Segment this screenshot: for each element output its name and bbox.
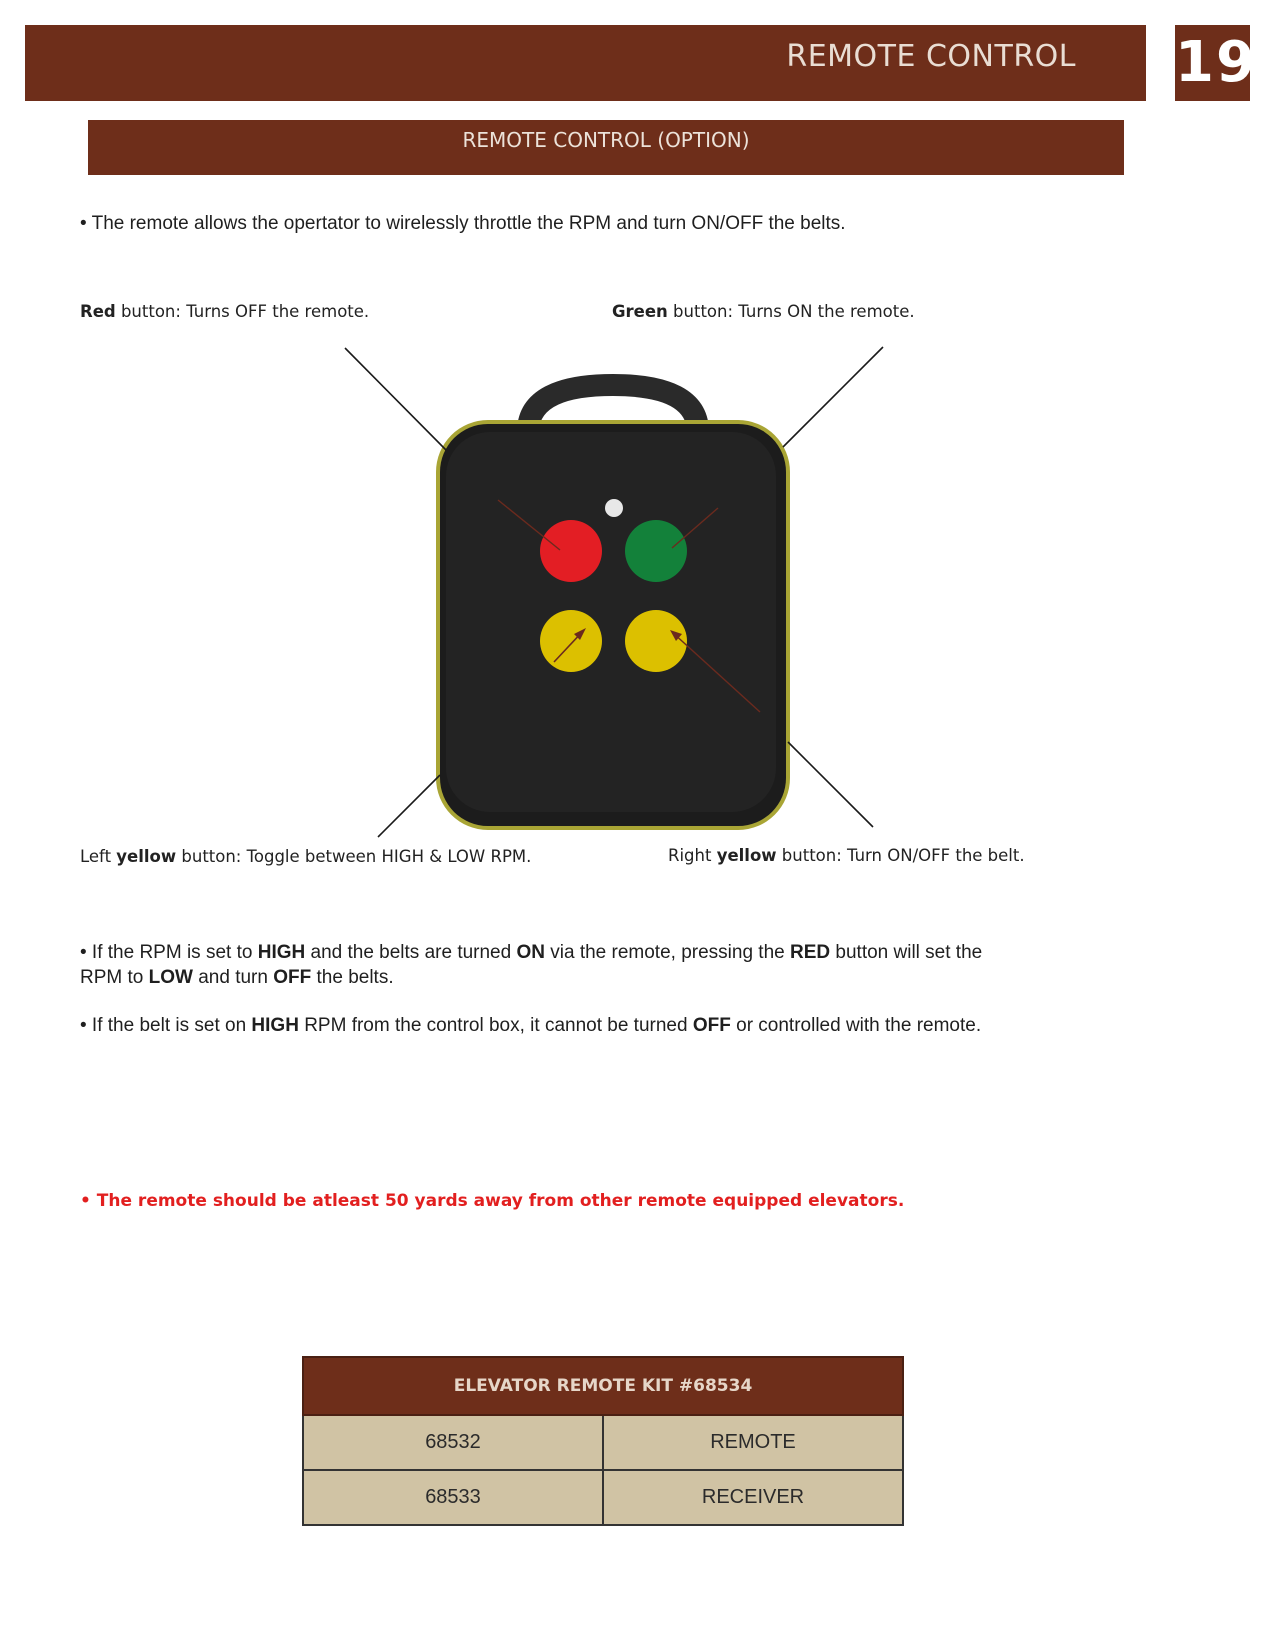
table-row bbox=[303, 1415, 903, 1470]
kit-table-title: ELEVATOR REMOTE KIT #68534 bbox=[303, 1357, 903, 1415]
note1-text-7: the belts. bbox=[311, 967, 394, 988]
callout-green-bold: Green bbox=[612, 302, 668, 321]
callout-left-yellow-bold: yellow bbox=[116, 847, 177, 866]
note1-bold-on: ON bbox=[516, 942, 545, 963]
right-yellow-button bbox=[625, 610, 687, 672]
green-button bbox=[625, 520, 687, 582]
leader-green bbox=[783, 347, 883, 447]
part-number: 68532 bbox=[303, 1415, 603, 1470]
note1-text-4: button will set the bbox=[830, 942, 983, 963]
part-description: RECEIVER bbox=[603, 1470, 903, 1525]
left-yellow-button bbox=[540, 610, 602, 672]
note1-text-5: RPM to bbox=[80, 967, 149, 988]
section-title: REMOTE CONTROL (OPTION) bbox=[88, 120, 1124, 175]
callout-red-text: button: Turns OFF the remote. bbox=[115, 302, 370, 321]
red-button bbox=[540, 520, 602, 582]
intro-text: • The remote allows the opertator to wirelessly throttle the RPM and turn ON/OFF the belts. bbox=[80, 213, 846, 234]
callout-left-yellow-text: button: Toggle between HIGH & LOW RPM. bbox=[176, 847, 532, 866]
note1-bold-red: RED bbox=[790, 942, 831, 963]
note1-text-6: and turn bbox=[192, 967, 274, 988]
note1-text-2: and the belts are turned bbox=[305, 942, 517, 963]
note1-text-3: via the remote, pressing the bbox=[544, 942, 790, 963]
note1-text-1: • If the RPM is set to bbox=[80, 942, 258, 963]
note1-bold-low: LOW bbox=[148, 967, 193, 988]
remote-face bbox=[446, 432, 776, 812]
leader-right-yellow bbox=[788, 742, 873, 827]
note2-text-1: • If the belt is set on bbox=[80, 1015, 252, 1036]
callout-right-yellow-bold: yellow bbox=[716, 846, 777, 865]
led-indicator bbox=[605, 499, 623, 517]
note2-text-2: RPM from the control box, it cannot be turned bbox=[298, 1015, 693, 1036]
kit-table bbox=[302, 1356, 904, 1526]
leader-left-yellow bbox=[378, 775, 440, 837]
page-title: REMOTE CONTROL bbox=[786, 39, 1076, 74]
note2-bold-high: HIGH bbox=[251, 1015, 299, 1036]
note-control-box bbox=[80, 1013, 981, 1038]
table-row bbox=[303, 1470, 903, 1525]
part-description: REMOTE bbox=[603, 1415, 903, 1470]
note1-bold-high: HIGH bbox=[257, 942, 306, 963]
warning-text: • The remote should be atleast 50 yards away from other remote equipped elevators. bbox=[80, 1191, 905, 1211]
note1-bold-off: OFF bbox=[273, 967, 312, 988]
page-number: 19 bbox=[1175, 25, 1250, 101]
callout-left-yellow-pre: Left bbox=[80, 847, 117, 866]
callout-red-bold: Red bbox=[80, 302, 116, 321]
callout-right-yellow-text: button: Turn ON/OFF the belt. bbox=[776, 846, 1025, 865]
leader-red bbox=[345, 348, 446, 450]
note2-text-3: or controlled with the remote. bbox=[730, 1015, 982, 1036]
callout-green-text: button: Turns ON the remote. bbox=[667, 302, 915, 321]
note2-bold-off: OFF bbox=[692, 1015, 731, 1036]
part-number: 68533 bbox=[303, 1470, 603, 1525]
callout-right-yellow-pre: Right bbox=[668, 846, 717, 865]
note-high-on bbox=[80, 940, 982, 990]
